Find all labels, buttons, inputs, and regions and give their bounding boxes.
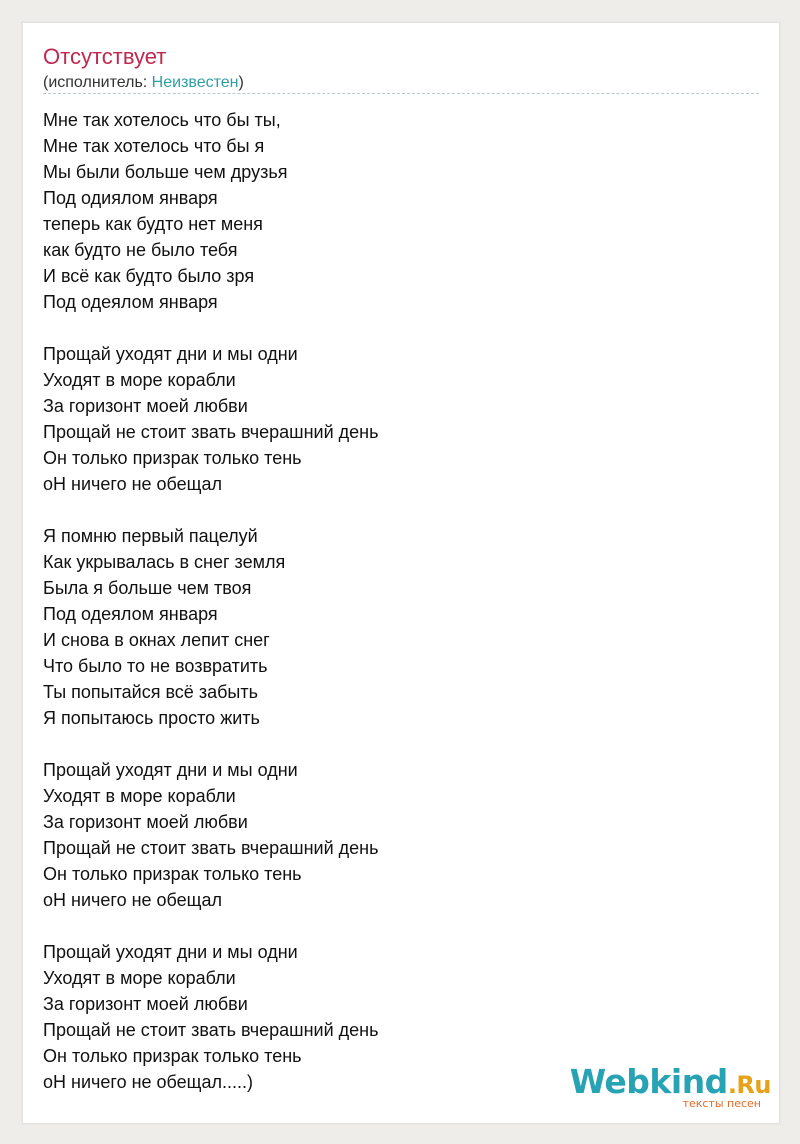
song-title: Отсутствует xyxy=(43,44,167,69)
lyrics-stanza xyxy=(43,107,759,315)
lyrics-line: Мы были больше чем друзья xyxy=(43,162,288,182)
lyrics-line: Как укрывалась в снег земля xyxy=(43,552,286,572)
lyrics-stanza xyxy=(43,757,759,913)
artist-prefix: (исполнитель: xyxy=(43,74,152,91)
header-divider xyxy=(43,93,759,94)
lyrics-line: Я помню первый пацелуй xyxy=(43,526,258,546)
lyrics-line: Он только призрак только тень xyxy=(43,448,302,468)
lyrics-stanza xyxy=(43,523,759,731)
lyrics-body xyxy=(43,107,759,1121)
lyrics-line: Что было то не возвратить xyxy=(43,656,268,676)
lyrics-line: Я попытаюсь просто жить xyxy=(43,708,260,728)
lyrics-line: Он только призрак только тень xyxy=(43,1046,302,1066)
lyrics-line: как будто не было тебя xyxy=(43,240,238,260)
lyrics-line: Ты попытайся всё забыть xyxy=(43,682,258,702)
logo-tagline: тексты песен xyxy=(682,1097,761,1110)
lyrics-line: И снова в окнах лепит снег xyxy=(43,630,270,650)
lyrics-stanza xyxy=(43,341,759,497)
lyrics-line: За горизонт моей любви xyxy=(43,396,248,416)
lyrics-line: Уходят в море корабли xyxy=(43,370,236,390)
webkind-logo[interactable] xyxy=(571,1063,771,1113)
lyrics-line: Под одеялом января xyxy=(43,604,218,624)
artist-suffix: ) xyxy=(238,74,244,91)
lyrics-line: Уходят в море корабли xyxy=(43,786,236,806)
lyrics-line: Прощай уходят дни и мы одни xyxy=(43,760,298,780)
lyrics-line: Под одеялом января xyxy=(43,292,218,312)
lyrics-line: теперь как будто нет меня xyxy=(43,214,263,234)
lyrics-line: Прощай не стоит звать вчерашний день xyxy=(43,1020,379,1040)
lyrics-line: Была я больше чем твоя xyxy=(43,578,252,598)
lyrics-line: За горизонт моей любви xyxy=(43,994,248,1014)
logo-tld-text: .Ru xyxy=(727,1071,771,1099)
lyrics-page xyxy=(22,22,780,1124)
logo-main-text: Webkind xyxy=(569,1062,728,1101)
lyrics-line: Мне так хотелось что бы я xyxy=(43,136,265,156)
lyrics-line: Прощай не стоит звать вчерашний день xyxy=(43,838,379,858)
lyrics-line: оН ничего не обещал.....) xyxy=(43,1072,253,1092)
lyrics-line: Прощай не стоит звать вчерашний день xyxy=(43,422,379,442)
artist-line xyxy=(43,73,244,93)
lyrics-line: Прощай уходят дни и мы одни xyxy=(43,344,298,364)
lyrics-line: Уходят в море корабли xyxy=(43,968,236,988)
lyrics-line: За горизонт моей любви xyxy=(43,812,248,832)
lyrics-line: Он только призрак только тень xyxy=(43,864,302,884)
lyrics-line: оН ничего не обещал xyxy=(43,890,222,910)
artist-link[interactable]: Неизвестен xyxy=(151,74,239,91)
lyrics-line: Мне так хотелось что бы ты, xyxy=(43,110,281,130)
lyrics-line: Под одиялом января xyxy=(43,188,218,208)
lyrics-line: оН ничего не обещал xyxy=(43,474,222,494)
lyrics-line: И всё как будто было зря xyxy=(43,266,255,286)
lyrics-line: Прощай уходят дни и мы одни xyxy=(43,942,298,962)
